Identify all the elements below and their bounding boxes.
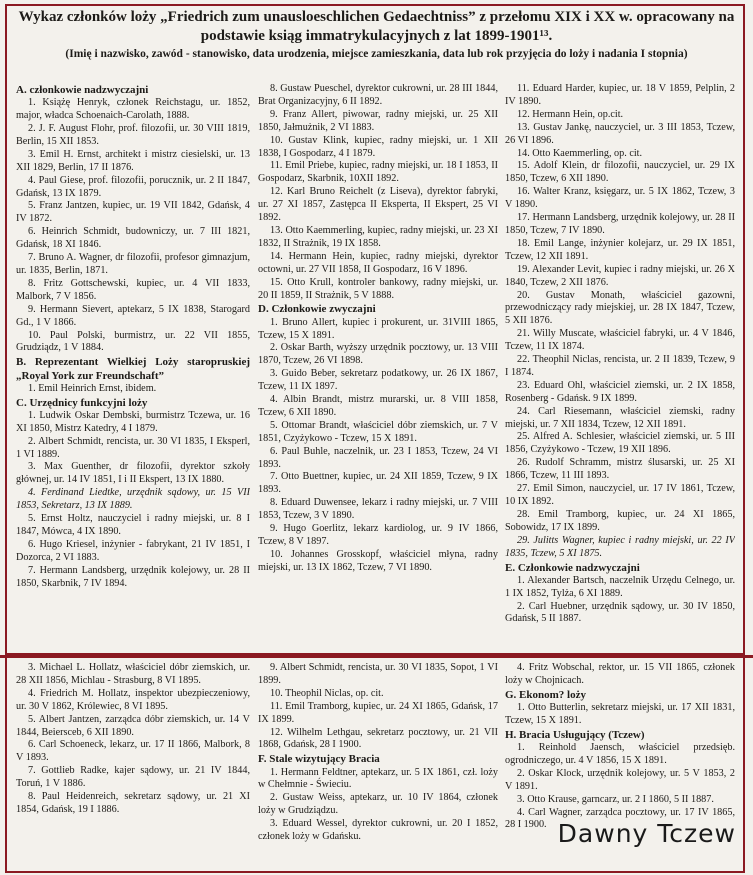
member-entry: 5. Ottomar Brandt, właściciel dóbr ziemskich, ur. 7 V 1851, Czyżykowo - Tczew, 15 X 1891. (258, 419, 498, 444)
member-entry: 15. Adolf Klein, dr filozofii, nauczyciel, ur. 29 IX 1850, Tczew, 6 XII 1890. (505, 160, 735, 185)
member-entry: 9. Hermann Sievert, aptekarz, 5 IX 1838, Starogard Gd., 1 V 1866. (16, 303, 250, 328)
member-entry: 15. Otto Krull, kontroler bankowy, radny miejski, ur. 20 II 1859, II Strażnik, 5 V 1888. (258, 276, 498, 301)
column-top-middle (258, 83, 498, 653)
member-entry: 8. Fritz Gottschewski, kupiec, ur. 4 VII 1833, Malbork, 7 V 1856. (16, 277, 250, 302)
member-entry: 7. Gottlieb Radke, kajer sądowy, ur. 21 IV 1844, Toruń, 1 V 1886. (16, 765, 250, 790)
member-entry: 9. Albert Schmidt, rencista, ur. 30 VI 1835, Sopot, 1 VI 1899. (258, 662, 498, 686)
member-entry: 12. Hermann Hein, op.cit. (517, 108, 624, 120)
member-entry: 3. Max Guenther, dr filozofii, dyrektor szkoły głównej, ur. 14 IV 1851, I i II Ekspert, 13 IX 1880. (16, 461, 250, 486)
member-entry: 6. Heinrich Schmidt, budowniczy, ur. 7 III 1821, Gdańsk, 18 XI 1846. (16, 226, 250, 251)
member-entry: 6. Hugo Kriesel, inżynier - fabrykant, 21 IV 1851, I Dozorca, 2 VI 1883. (16, 538, 250, 563)
member-entry: 21. Willy Muscate, właściciel fabryki, ur. 4 V 1846, Tczew, 11 IX 1874. (505, 328, 735, 353)
member-entry: 7. Otto Buettner, kupiec, ur. 24 XII 1859, Tczew, 9 IX 1893. (258, 471, 498, 496)
member-entry: 9. Franz Allert, piwowar, radny miejski, ur. 25 XII 1850, Jałmużnik, 2 VI 1883. (258, 108, 498, 133)
member-entry: 13. Otto Kaemmerling, kupiec, radny miejski, ur. 23 XI 1832, II Strażnik, 19 IX 1858. (258, 224, 498, 249)
member-entry: 4. Albin Brandt, mistrz murarski, ur. 8 VIII 1858, Tczew, 6 XII 1890. (258, 394, 498, 418)
member-entry: 1. Hermann Feldtner, aptekarz, ur. 5 IX 1861, czł. loży w Chełmnie - Świeciu. (258, 766, 498, 791)
member-entry: 17. Hermann Landsberg, urzędnik kolejowy, ur. 28 II 1850, Tczew, 7 IV 1890. (505, 212, 735, 236)
member-entry: 2. Oskar Barth, wyższy urzędnik pocztowy, ur. 13 VIII 1870, Tczew, 26 VI 1898. (258, 342, 498, 367)
member-entry: 4. Ferdinand Liedtke, urzędnik sądowy, ur. 15 VII 1853, Sekretarz, 13 IX 1889. (16, 487, 250, 512)
column-top-left (16, 83, 250, 653)
column-top-right (505, 83, 735, 653)
column-bottom-left (16, 662, 250, 870)
member-entry: 3. Guido Beber, sekretarz podatkowy, ur. 26 IX 1867, Tczew, 11 IX 1897. (258, 368, 498, 393)
member-entry: 5. Franz Jantzen, kupiec, ur. 19 VII 1842, Gdańsk, 4 IV 1872. (16, 200, 250, 225)
member-entry: 14. Otto Kaemmerling, op. cit. (517, 147, 643, 159)
member-entry: 3. Emil H. Ernst, architekt i mistrz ciesielski, ur. 13 XII 1829, Berlin, 17 II 1876. (16, 148, 250, 173)
member-entry: 1. Emil Heinrich Ernst, ibidem. (28, 382, 157, 394)
section-heading: H. Bracia Usługujący (Tczew) (505, 728, 645, 741)
watermark-logo: Dawny Tczew (555, 819, 739, 848)
section-heading: E. Członkowie nadzwyczajni (505, 561, 640, 574)
member-entry: 8. Gustaw Pueschel, dyrektor cukrowni, ur. 28 III 1844, Brat Organizacyjny, 6 II 1892. (258, 83, 498, 107)
section-heading: A. członkowie nadzwyczajni (16, 84, 149, 96)
member-entry: 1. Książę Henryk, członek Reichstagu, ur. 1852, major, władca Schoenaich-Carolath, 1888. (16, 97, 250, 122)
member-entry: 1. Bruno Allert, kupiec i prokurent, ur. 31VIII 1865, Tczew, 15 X 1891. (258, 316, 498, 341)
member-entry: 19. Alexander Levit, kupiec i radny miejski, ur. 26 X 1840, Tczew, 2 XII 1876. (505, 263, 735, 288)
member-entry: 26. Rudolf Schramm, mistrz ślusarski, ur. 25 XI 1866, Tczew, 11 III 1893. (505, 457, 735, 482)
member-entry: 16. Walter Kranz, księgarz, ur. 5 IX 1862, Tczew, 3 V 1890. (505, 186, 735, 211)
member-entry: 8. Paul Heidenreich, sekretarz sądowy, ur. 21 XI 1854, Gdańsk, 19 I 1886. (16, 791, 250, 815)
member-entry: 4. Paul Giese, prof. filozofii, porucznik, ur. 2 II 1847, Gdańsk, 13 IX 1879. (16, 174, 250, 199)
member-entry: 10. Paul Polski, burmistrz, ur. 22 VII 1855, Grudziądz, 1 V 1884. (16, 329, 250, 354)
document-subtitle: (Imię i nazwisko, zawód - stanowisko, data urodzenia, miejsce zamieszkania, data lub rok przyjęcia do loży i nadania I stopnia) (65, 48, 688, 60)
member-entry: 18. Emil Lange, inżynier kolejarz, ur. 29 IX 1851, Tczew, 12 XII 1891. (505, 237, 735, 262)
member-entry: 5. Ernst Holtz, nauczyciel i radny miejski, ur. 8 I 1847, Mówca, 4 IX 1890. (16, 513, 250, 537)
section-heading: G. Ekonom? loży (505, 688, 586, 701)
member-entry: 20. Gustav Monath, właściciel gazowni, przewodniczący rady miejskiej, ur. 28 IX 1847, Tczew, 5 XII 1876. (505, 289, 735, 327)
member-entry: 29. Julitts Wagner, kupiec i radny miejski, ur. 22 IV 1835, Tczew, 5 XI 1875. (505, 534, 735, 559)
member-entry: 2. Carl Huebner, urzędnik sądowy, ur. 30 IV 1850, Gdańsk, 5 II 1887. (505, 600, 735, 625)
section-heading: C. Urzędnicy funkcyjni loży (16, 396, 148, 409)
member-entry: 24. Carl Riesemann, właściciel ziemski, radny miejski, ur. 7 XII 1834, Tczew, 12 XII 1891. (505, 405, 735, 430)
member-entry: 6. Carl Schoeneck, lekarz, ur. 17 II 1866, Malbork, 8 V 1893. (16, 739, 250, 764)
member-entry: 10. Johannes Grosskopf, właściciel młyna, radny miejski, ur. 13 IX 1862, Tczew, 7 VI 1890. (258, 548, 498, 573)
member-entry: 27. Emil Simon, nauczyciel, ur. 17 IV 1861, Tczew, 10 IX 1892. (505, 483, 735, 507)
member-entry: 23. Eduard Ohl, właściciel ziemski, ur. 2 IX 1858, Rosenberg - Gdańsk. 9 IX 1899. (505, 379, 735, 404)
member-entry: 12. Wilhelm Lethgau, sekretarz pocztowy, ur. 21 VII 1868, Gdańsk, 28 I 1900. (258, 726, 498, 751)
section-heading: B. Reprezentant Wielkiej Loży staropruskiej „Royal York zur Freundschaft” (16, 356, 250, 382)
member-entry: 3. Otto Krause, garncarz, ur. 2 I 1860, 5 II 1887. (517, 793, 714, 805)
member-entry: 3. Eduard Wessel, dyrektor cukrowni, ur. 20 I 1852, członek loży w Gdańsku. (258, 818, 498, 843)
member-entry: 2. Gustaw Weiss, aptekarz, ur. 10 IV 1864, członek loży w Grudziądzu. (258, 792, 498, 817)
member-entry: 1. Otto Butterlin, sekretarz miejski, ur. 17 XII 1831, Tczew, 15 X 1891. (505, 702, 735, 726)
member-entry: 10. Gustav Klink, kupiec, radny miejski, ur. 1 XII 1838, I Gospodarz, 4 I 1879. (258, 134, 498, 159)
member-entry: 7. Hermann Landsberg, urzędnik kolejowy, ur. 28 II 1850, Skarbnik, 7 IV 1894. (16, 564, 250, 589)
member-entry: 25. Alfred A. Schlesier, właściciel ziemski, ur. 5 III 1856, Czyżykowo - Tczew, 19 XII 1896. (505, 431, 735, 456)
member-entry: 11. Emil Priebe, kupiec, radny miejski, ur. 18 I 1853, II Gospodarz, Skarbnik, 10XII 1892. (258, 160, 498, 185)
member-entry: 4. Friedrich M. Hollatz, inspektor ubezpieczeniowy, ur. 30 V 1862, Królewiec, 8 VI 1895. (16, 687, 250, 712)
section-heading: D. Członkowie zwyczajni (258, 303, 376, 316)
document-title: Wykaz członków loży „Friedrich zum unausloeschlichen Gedaechtniss” z przełomu XIX i XX w. opracowany na podstawie ksiąg immatrykulacyjnych z lat 1899-1901¹³. (18, 9, 735, 44)
member-entry: 12. Karl Bruno Reichelt (z Liseva), dyrektor fabryki, ur. 27 XI 1857, Zastępca II Eksperta, II Ekspert, 25 VI 1892. (258, 186, 498, 224)
column-bottom-middle (258, 662, 498, 870)
member-entry: 1. Reinhold Jaensch, właściciel przedsięb. ogrodniczego, ur. 4 V 1856, 15 X 1891. (505, 742, 735, 766)
member-entry: 8. Eduard Duwensee, lekarz i radny miejski, ur. 7 VIII 1853, Tczew, 3 V 1890. (258, 497, 498, 522)
member-entry: 4. Fritz Wobschal, rektor, ur. 15 VII 1865, członek loży w Chojnicach. (505, 662, 735, 686)
member-entry: 22. Theophil Niclas, rencista, ur. 2 II 1839, Tczew, 9 I 1874. (505, 354, 735, 378)
member-entry: 14. Hermann Hein, kupiec, radny miejski, dyrektor octowni, ur. 27 VII 1858, II Gospodarz, 16 V 1896. (258, 250, 498, 275)
member-entry: 28. Emil Tramborg, kupiec, ur. 24 XI 1865, Sobowidz, 17 IX 1899. (505, 508, 735, 533)
member-entry: 2. Oskar Klock, urzędnik kolejowy, ur. 5 V 1853, 2 V 1891. (505, 767, 735, 792)
member-entry: 4. Carl Wagner, zarządca pocztowy, ur. 17 IV 1865, 28 I 1900. (505, 806, 735, 831)
member-entry: 2. J. F. August Flohr, prof. filozofii, ur. 30 VIII 1819, Berlin, 15 XII 1853. (16, 123, 250, 147)
member-entry: 1. Ludwik Oskar Dembski, burmistrz Tczewa, ur. 16 XI 1850, Mistrz Katedry, 4 I 1879. (16, 409, 250, 434)
section-heading: F. Stale wizytujący Bracia (258, 753, 380, 766)
member-entry: 5. Albert Jantzen, zarządca dóbr ziemskich, ur. 14 V 1844, Beiersceb, 6 XII 1890. (16, 713, 250, 738)
member-entry: 2. Albert Schmidt, rencista, ur. 30 VI 1835, I Eksperl, 1 VI 1889. (16, 435, 250, 460)
member-entry: 7. Bruno A. Wagner, dr filozofii, profesor gimnazjum, ur. 1835, Berlin, 1871. (16, 252, 250, 276)
member-entry: 9. Hugo Goerlitz, lekarz kardiolog, ur. 9 IV 1866, Tczew, 8 V 1897. (258, 523, 498, 548)
member-entry: 13. Gustav Jankę, nauczyciel, ur. 3 III 1853, Tczew, 26 VI 1896. (505, 121, 735, 146)
member-entry: 10. Theophil Niclas, op. cit. (270, 687, 384, 699)
member-entry: 11. Emil Tramborg, kupiec, ur. 24 XI 1865, Gdańsk, 17 IX 1899. (258, 700, 498, 725)
member-entry: 6. Paul Buhle, naczelnik, ur. 23 I 1853, Tczew, 24 VI 1893. (258, 445, 498, 470)
member-entry: 3. Michael L. Hollatz, właściciel dóbr ziemskich, ur. 28 XII 1856, Michlau - Strasburg, 8 VI 1895. (16, 662, 250, 686)
member-entry: 11. Eduard Harder, kupiec, ur. 18 V 1859, Pelplin, 2 IV 1890. (505, 83, 735, 107)
member-entry: 1. Alexander Bartsch, naczelnik Urzędu Celnego, ur. 1 IX 1852, Tylża, 6 XI 1889. (505, 574, 735, 599)
